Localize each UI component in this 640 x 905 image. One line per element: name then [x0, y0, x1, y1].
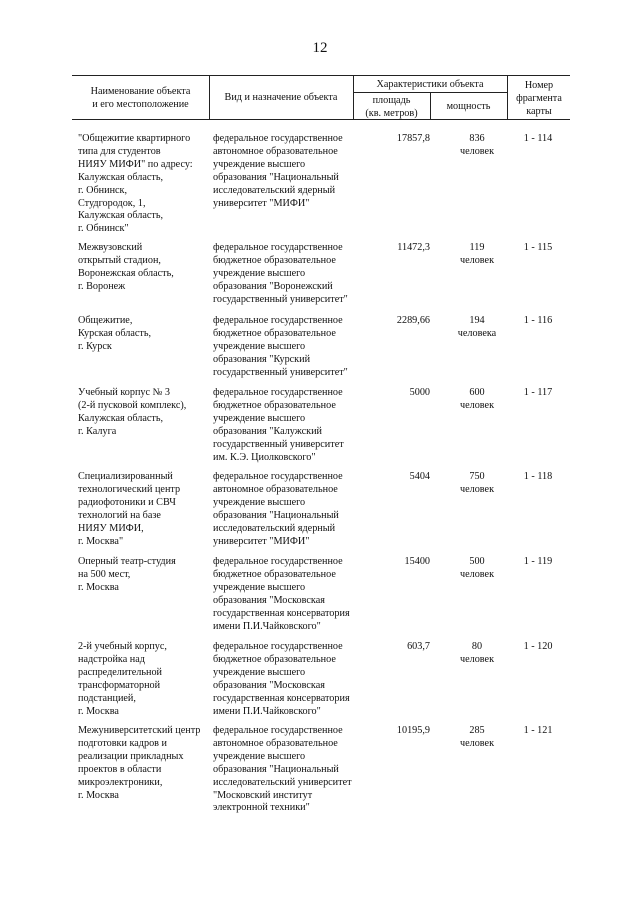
object-area: 10195,9: [396, 725, 430, 736]
page-number: 12: [312, 40, 328, 56]
object-capacity: 836 человек: [459, 133, 495, 157]
object-kind: федеральное государственное бюджетное образовательное учреждение высшего образования "Калужский государственный университет им. К.Э. Циолковского": [213, 387, 344, 463]
object-kind: федеральное государственное автономное образовательное учреждение высшего образования "Национальный исследовательский ядерный университет "МИФИ": [213, 471, 343, 547]
map-fragment: 1 - 118: [523, 471, 553, 482]
object-kind: федеральное государственное бюджетное образовательное учреждение высшего образования "Московская государственная консерватория имени П.И.Чайковского": [213, 556, 350, 632]
object-kind: федеральное государственное бюджетное образовательное учреждение высшего образования "Воронежский государственный университет": [213, 242, 348, 305]
object-name: "Общежитие квартирного типа для студентов НИЯУ МИФИ" по адресу: Калужская область, г. Обнинск, Студгородок, 1, Калужская область, г. Обнинск": [78, 133, 193, 235]
object-kind: федеральное государственное автономное образовательное учреждение высшего образования "Национальный исследовательский университет "Московский институт электронной техники": [213, 725, 352, 814]
header-name: Наименование объекта и его местоположение: [90, 86, 191, 110]
object-name: Общежитие, Курская область, г. Курск: [78, 315, 152, 352]
object-capacity: 194 человека: [457, 315, 497, 339]
header-top-border: [72, 75, 570, 76]
object-name: Специализированный технологический центр радиофотоники и СВЧ технологий на базе НИЯУ МИФИ, г. Москва": [78, 471, 181, 547]
header-characteristics: Характеристики объекта: [376, 79, 484, 90]
header-divider: [507, 75, 508, 119]
map-fragment: 1 - 115: [523, 242, 553, 253]
header-divider: [353, 75, 354, 119]
header-kind: Вид и назначение объекта: [224, 92, 338, 103]
object-capacity: 119 человек: [459, 242, 495, 266]
object-area: 603,7: [407, 641, 430, 652]
object-capacity: 285 человек: [459, 725, 495, 749]
map-fragment: 1 - 120: [523, 641, 553, 652]
map-fragment: 1 - 116: [523, 315, 553, 326]
map-fragment: 1 - 114: [523, 133, 553, 144]
object-name: Межуниверситетский центр подготовки кадров и реализации прикладных проектов в области микроэлектроники, г. Москва: [78, 725, 201, 801]
object-area: 2289,66: [396, 315, 430, 326]
map-fragment: 1 - 121: [523, 725, 553, 736]
header-bottom-border: [72, 119, 570, 120]
object-name: 2-й учебный корпус, надстройка над распределительной трансформаторной подстанцией, г. Москва: [78, 641, 167, 717]
header-area: площадь (кв. метров): [365, 95, 418, 119]
object-name: Учебный корпус № 3 (2-й пусковой комплекс), Калужская область, г. Калуга: [78, 387, 187, 437]
object-area: 15400: [404, 556, 430, 567]
object-kind: федеральное государственное бюджетное образовательное учреждение высшего образования "Московская государственная консерватория имени П.И.Чайковского": [213, 641, 350, 717]
map-fragment: 1 - 119: [523, 556, 553, 567]
object-name: Оперный театр-студия на 500 мест, г. Москва: [78, 556, 176, 593]
map-fragment: 1 - 117: [523, 387, 553, 398]
header-fragment: Номер фрагмента карты: [516, 80, 562, 117]
object-area: 5000: [409, 387, 430, 398]
object-name: Межвузовский открытый стадион, Воронежская область, г. Воронеж: [78, 242, 174, 292]
object-capacity: 80 человек: [459, 641, 495, 665]
object-capacity: 600 человек: [459, 387, 495, 411]
header-divider: [430, 92, 431, 119]
object-capacity: 500 человек: [459, 556, 495, 580]
object-area: 11472,3: [397, 242, 430, 253]
object-kind: федеральное государственное бюджетное образовательное учреждение высшего образования "Курский государственный университет": [213, 315, 348, 378]
object-area: 5404: [409, 471, 430, 482]
header-divider: [209, 75, 210, 119]
object-kind: федеральное государственное автономное образовательное учреждение высшего образования "Национальный исследовательский ядерный университет "МИФИ": [213, 133, 343, 209]
object-area: 17857,8: [396, 133, 430, 144]
object-capacity: 750 человек: [459, 471, 495, 495]
header-capacity: мощность: [446, 101, 491, 112]
